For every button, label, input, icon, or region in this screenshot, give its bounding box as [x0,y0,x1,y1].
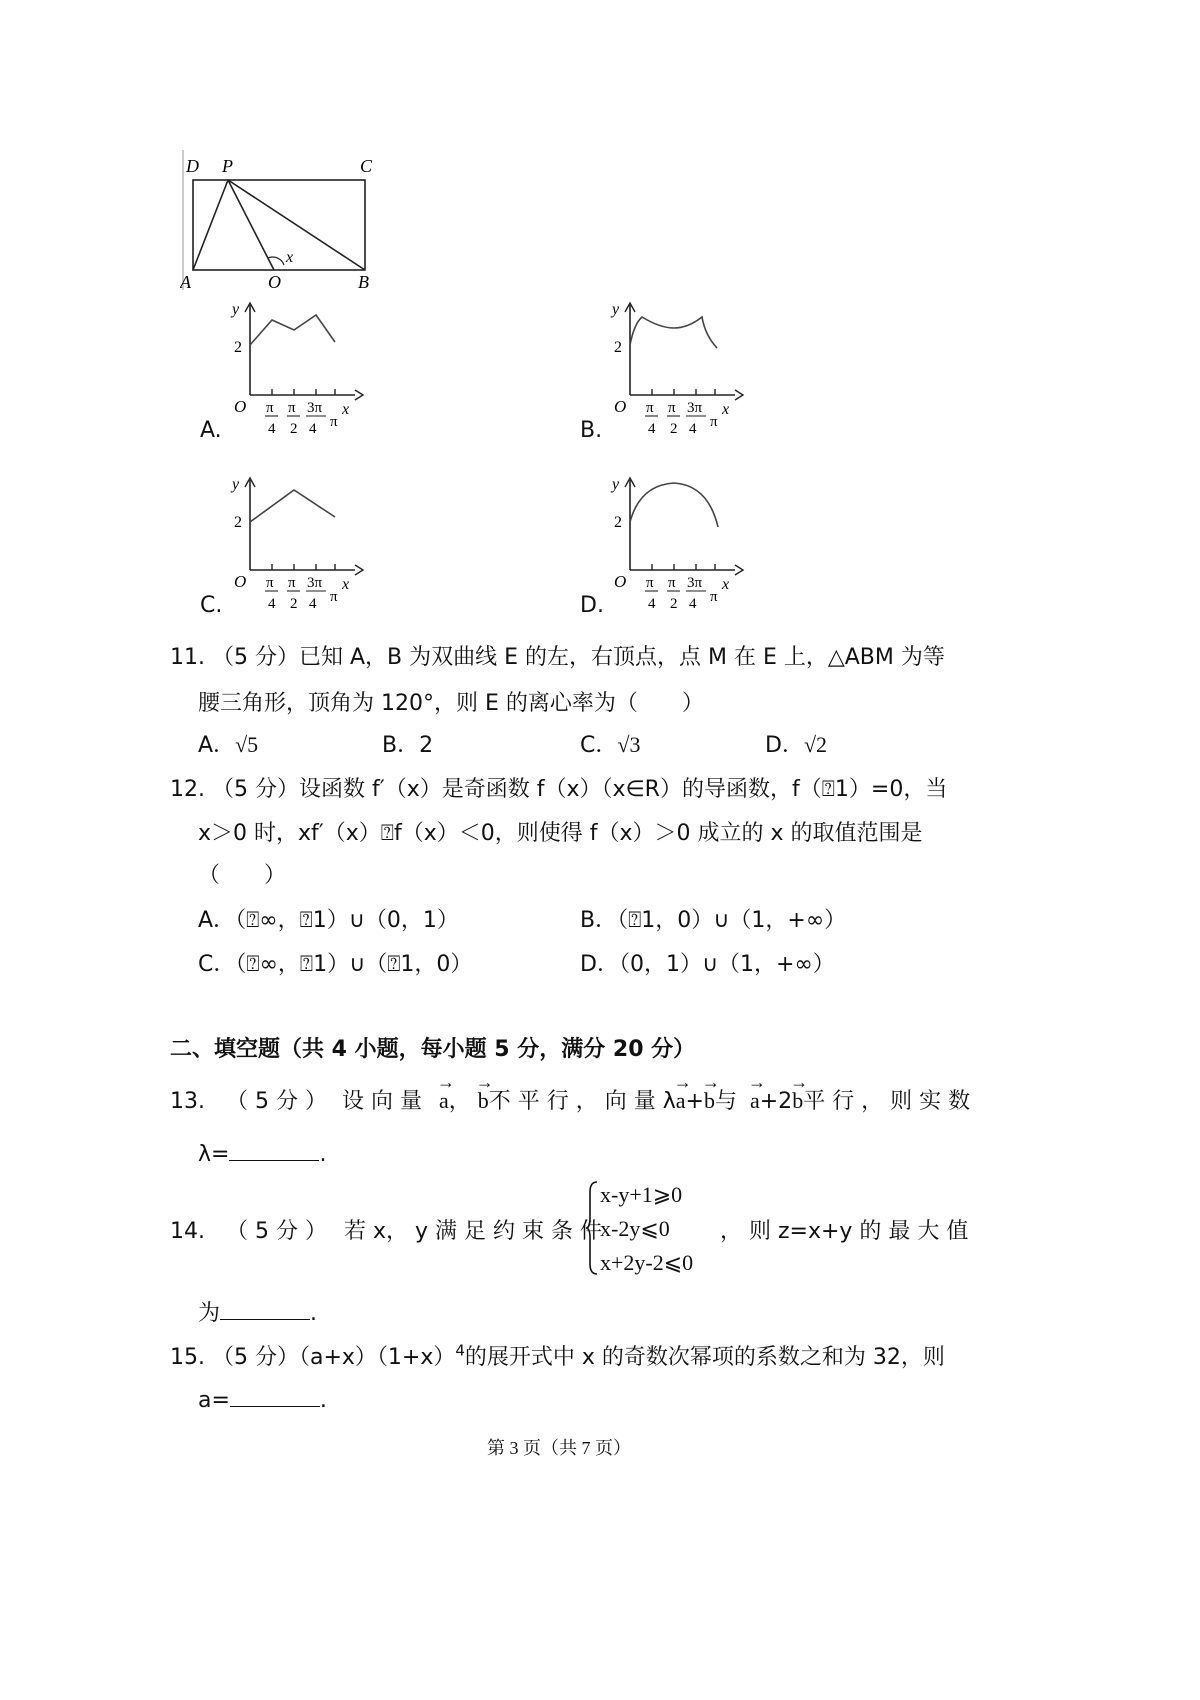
q14-answer-blank[interactable] [220,1299,310,1320]
x-tick-label-num-1: π [646,400,654,416]
q12-option-a[interactable] [198,903,459,934]
vector-a-2: → a [676,1088,686,1114]
x-axis-arrow-icon [355,390,363,400]
label-c: C [360,156,373,176]
q13-answer-blank[interactable] [229,1140,319,1161]
q13-line1 [170,1084,971,1115]
q11-option-b-label: B． [382,733,420,758]
q11-option-d[interactable] [765,728,827,759]
graph-polyline-peak-dip [230,300,390,445]
q15-text-a: 15. （5 分）（a+x）（1+x） [170,1345,456,1370]
q12-option-b-label: B． [580,908,618,933]
label-d: D [186,156,199,176]
q12-option-b-value: （⍰1，0）∪（1，+∞） [617,908,847,933]
x-tick-label-num-3: 3π [307,575,323,591]
q11-option-b-value: 2 [419,733,434,758]
q15-line1 [170,1340,945,1371]
x-tick-label-pi: π [330,414,338,430]
x-axis-arrow-icon [735,390,743,400]
q11-line1: 11. （5 分）已知 A，B 为双曲线 E 的左，右顶点，点 M 在 E 上，△ABM 为等 [170,645,945,670]
x-axis-label: x [342,576,350,593]
page-footer: 第 3 页（共 7 页） [487,1438,631,1458]
q11-option-d-value: √2 [803,732,828,757]
q14-end: . [310,1301,318,1326]
x-tick-label-den-1: 4 [648,421,656,437]
rectangle-figure [180,150,400,290]
label-p: P [222,156,233,176]
q13-plus-two: +2 [759,1089,793,1114]
q14-text-b: ， 则 z=x+y 的 最 大 值 [720,1219,969,1244]
option-b-label: B. [580,418,603,443]
x-tick-label-num-2: π [288,400,296,416]
q12-option-a-label: A． [198,908,236,933]
q12-line1: 12. （5 分）设函数 f′（x）是奇函数 f（x）（x∈R）的导函数，f（⍰1）=0，当 [170,777,948,802]
graph-curve [250,490,335,522]
x-tick-label-den-3: 4 [689,596,697,612]
x-axis-arrow-icon [355,565,363,575]
vector-a-3: → a [750,1088,760,1114]
origin-label: O [614,397,627,416]
q14-text-a: 若 x， y 满 足 约 束 条 件 [343,1219,602,1244]
label-b: B [358,272,369,290]
vector-b-2: → b [704,1088,715,1114]
left-brace-icon [585,1180,599,1276]
origin-label: O [234,397,247,416]
x-tick-label-den-2: 2 [290,596,298,612]
q11-line2: 腰三角形，顶角为 120°，则 E 的离心率为（ ） [198,691,704,716]
x-tick-label-den-3: 4 [309,596,317,612]
q13-text-b: 不 平 行 ， 向 量 [488,1089,656,1114]
q12-line2: x＞0 时，xf′（x）⍰f（x）＜0，则使得 f（x）＞0 成立的 x 的取值范围是 [198,821,923,846]
y-tick-2: 2 [614,339,622,356]
q13-text-a: 设 向 量 [341,1089,422,1114]
label-a: A [180,272,191,290]
x-tick-label-den-2: 2 [670,421,678,437]
q12-option-b[interactable] [580,903,846,934]
x-axis-label: x [722,401,730,418]
x-tick-label-pi: π [330,589,338,605]
q11-option-a-label: A． [198,733,236,758]
q15-a-eq: a= [198,1388,230,1413]
x-tick-label-den-2: 2 [290,421,298,437]
q14-wei: 为 [198,1301,221,1326]
q15-line2 [198,1386,327,1413]
y-tick-2: 2 [614,514,622,531]
q12-option-d-value: （0，1）∪（1，+∞） [618,952,835,977]
q12-option-d[interactable] [580,947,835,978]
x-tick-label-num-3: 3π [687,400,703,416]
q11-option-d-label: D． [765,733,804,758]
q15-text-b: 的展开式中 x 的奇数次幂项的系数之和为 32，则 [464,1345,945,1370]
q12-option-a-value: （⍰∞，⍰1）∪（0，1） [235,908,459,933]
graph-curve [630,317,717,348]
vector-a: → a [439,1088,449,1114]
graph-curved-dip [610,300,770,445]
x-axis-label: x [342,401,350,418]
y-axis-label: y [612,476,620,493]
option-d-label: D. [580,593,604,618]
q11-option-a-value: √5 [235,732,259,757]
q14-line1-left [170,1214,602,1245]
x-tick-label-den-3: 4 [689,421,697,437]
constraint-3: x+2y-2⩽0 [600,1250,694,1275]
x-tick-label-den-1: 4 [268,421,276,437]
x-tick-label-num-1: π [266,400,274,416]
origin-label: O [614,572,627,591]
y-tick-2: 2 [234,514,242,531]
q13-plus: + [685,1089,704,1114]
origin-label: O [234,572,247,591]
q11-option-b[interactable] [382,728,433,759]
x-axis-label: x [722,576,730,593]
graph-curve [250,315,335,345]
x-tick-label-num-2: π [288,575,296,591]
x-tick-label-den-1: 4 [648,596,656,612]
x-tick-label-num-2: π [668,575,676,591]
x-tick-label-den-2: 2 [670,596,678,612]
x-tick-label-num-1: π [266,575,274,591]
x-tick-label-pi: π [710,414,718,430]
constraint-system [600,1178,693,1280]
label-o: O [268,272,281,290]
q13-line2 [198,1140,326,1167]
x-tick-label-num-2: π [668,400,676,416]
constraint-1: x-y+1⩾0 [600,1182,683,1207]
q14-line2 [198,1296,317,1327]
graph-arc [610,475,770,620]
q12-option-c-label: C． [198,952,236,977]
q11-option-c[interactable] [580,728,640,759]
q12-option-c-value: （⍰∞，⍰1）∪（⍰1，0） [235,952,473,977]
q13-end: . [319,1142,327,1167]
y-axis-label: y [232,301,240,318]
q11-option-a[interactable] [198,728,258,759]
q13-text-d: 平 行 ， 则 实 数 [803,1089,971,1114]
q12-option-d-label: D． [580,952,619,977]
vector-b-3: → b [792,1088,803,1114]
q15-exponent: 4 [455,1341,465,1360]
option-a-label: A. [200,418,222,443]
graph-curve [630,483,718,527]
q12-line3: （ ） [198,863,287,888]
x-axis-arrow-icon [735,565,743,575]
x-tick-label-den-3: 4 [309,421,317,437]
y-axis-label: y [232,476,240,493]
q14-number: 14. [170,1219,205,1244]
q13-text-c: 与 [714,1089,737,1114]
q12-option-c[interactable] [198,947,472,978]
q13-comma: ， [448,1089,471,1114]
x-tick-label-pi: π [710,589,718,605]
q13-number: 13. [170,1089,205,1114]
constraint-2: x-2y⩽0 [600,1216,670,1241]
q13-lambda: λ [662,1089,676,1114]
x-tick-label-den-1: 4 [268,596,276,612]
section-title: 二、填空题（共 4 小题，每小题 5 分，满分 20 分） [170,1037,696,1062]
x-tick-label-num-1: π [646,575,654,591]
q11-option-c-label: C． [580,733,618,758]
x-tick-label-num-3: 3π [687,575,703,591]
q13-lambda-eq: λ= [198,1142,230,1167]
x-tick-label-num-3: 3π [307,400,323,416]
q11-option-c-value: √3 [617,732,641,757]
y-tick-2: 2 [234,339,242,356]
q15-answer-blank[interactable] [230,1386,320,1407]
graph-triangle-peak [230,475,390,620]
q13-score: （ 5 分 ） [226,1089,327,1114]
q15-end: . [319,1388,327,1413]
label-x: x [286,249,294,266]
vector-b: → b [478,1088,489,1114]
y-axis-label: y [612,301,620,318]
q14-score: （ 5 分 ） [226,1219,327,1244]
option-c-label: C. [200,593,223,618]
